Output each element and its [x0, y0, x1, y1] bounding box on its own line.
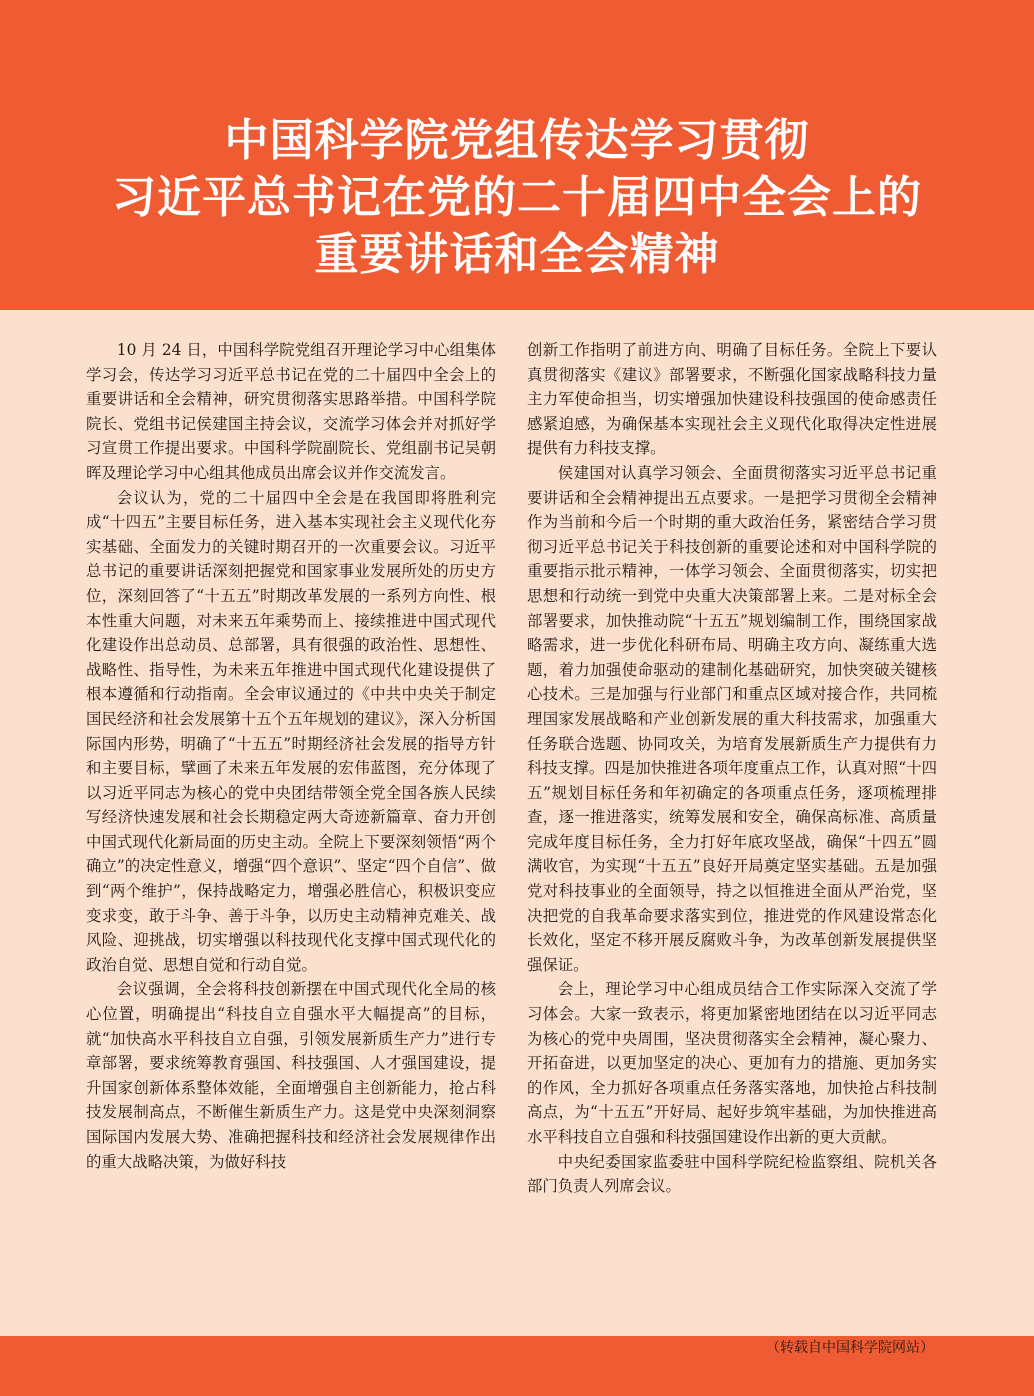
- article-title: [0, 112, 1034, 283]
- paragraph: 会上，理论学习中心组成员结合工作实际深入交流了学习体会。大家一致表示，将更加紧密地团结在以习近平同志为核心的党中央周围，坚决贯彻落实全会精神，凝心聚力、开拓奋进，以更加坚定的决心、更加有力的措施、更加务实的作风，全力抓好各项重点任务落实落地，加快抢占科技制高点，为“十五五”开好局、起好步筑牢基础，为加快推进高水平科技自立自强和科技强国建设作出新的更大贡献。: [527, 980, 937, 1146]
- paragraph: 会议强调，全会将科技创新摆在中国式现代化全局的核心位置，明确提出“科技自立自强水平大幅提高”的目标，就“加快高水平科技自立自强，引领发展新质生产力”进行专章部署，要求统筹教育强国、科技强国、人才强国建设，提升国家创新体系整体效能，全面增强自主创新能力，抢占科技发展制高点，不断催生新质生产力。这是党中央深刻洞察国际国内发展大势、准确把握科技和经济社会发展规律作出的重大战略决策，为做好科技: [86, 980, 496, 1171]
- paragraph: 中央纪委国家监委驻中国科学院纪检监察组、院机关各部门负责人列席会议。: [527, 1152, 937, 1196]
- title-line-3: 重要讲话和全会精神: [314, 229, 720, 280]
- article-column-left: [86, 338, 496, 1174]
- paragraph-continued: 创新工作指明了前进方向、明确了目标任务。全院上下要认真贯彻落实《建议》部署要求，不断强化国家战略科技力量主力军使命担当，切实增强加快建设科技强国的使命感责任感紧迫感，为确保基本实现社会主义现代化取得决定性进展提供有力科技支撑。: [527, 341, 937, 458]
- paragraph: 10 月 24 日，中国科学院党组召开理论学习中心组集体学习会，传达学习习近平总书记在党的二十届四中全会上的重要讲话和全会精神，研究贯彻落实思路举措。中国科学院院长、党组书记侯建国主持会议，交流学习体会并对抓好学习宣贯工作提出要求。中国科学院副院长、党组副书记吴朝晖及理论学习中心组其他成员出席会议并作交流发言。: [86, 341, 496, 482]
- title-line-1: 中国科学院党组传达学习贯彻: [224, 115, 810, 166]
- paragraph: 会议认为，党的二十届四中全会是在我国即将胜利完成“十四五”主要目标任务，进入基本实现社会主义现代化夯实基础、全面发力的关键时期召开的一次重要会议。习近平总书记的重要讲话深刻把握党和国家事业发展所处的历史方位，深刻回答了“十五五”时期改革发展的一系列方向性、根本性重大问题，对未来五年乘势而上、接续推进中国式现代化建设作出总动员、总部署，具有很强的政治性、思想性、战略性、指导性，为未来五年推进中国式现代化建设提供了根本遵循和行动指南。全会审议通过的《中共中央关于制定国民经济和社会发展第十五个五年规划的建议》，深入分析国际国内形势，明确了“十五五”时期经济社会发展的指导方针和主要目标，擘画了未来五年发展的宏伟蓝图，充分体现了以习近平同志为核心的党中央团结带领全党全国各族人民续写经济快速发展和社会长期稳定两大奇迹新篇章、奋力开创中国式现代化新局面的历史主动。全院上下要深刻领悟“两个确立”的决定性意义，增强“四个意识”、坚定“四个自信”、做到“两个维护”，保持战略定力，增强必胜信心，积极识变应变求变，敢于斗争、善于斗争，以历史主动精神克难关、战风险、迎挑战，切实增强以科技现代化支撑中国式现代化的政治自觉、思想自觉和行动自觉。: [86, 488, 496, 974]
- source-note: （转载自中国科学院网站）: [766, 1340, 934, 1356]
- article-column-right: [527, 338, 937, 1199]
- paragraph: 侯建国对认真学习领会、全面贯彻落实习近平总书记重要讲话和全会精神提出五点要求。一是把学习贯彻全会精神作为当前和今后一个时期的重大政治任务，紧密结合学习贯彻习近平总书记关于科技创新的重要论述和对中国科学院的重要指示批示精神，一体学习领会、全面贯彻落实，切实把思想和行动统一到党中央重大决策部署上来。二是对标全会部署要求，加快推动院“十五五”规划编制工作，围绕国家战略需求，进一步优化科研布局、明确主攻方向、凝练重大选题，着力加强使命驱动的建制化基础研究，加快突破关键核心技术。三是加强与行业部门和重点区域对接合作，共同梳理国家发展战略和产业创新发展的重大科技需求，加强重大任务联合选题、协同攻关，为培育发展新质生产力提供有力科技支撑。四是加快推进各项年度重点工作，认真对照“十四五”规划目标任务和年初确定的各项重点任务，逐项梳理排查，逐一推进落实，统筹发展和安全，确保高标准、高质量完成年度目标任务，全力打好年底攻坚战，确保“十四五”圆满收官，为实现“十五五”良好开局奠定坚实基础。五是加强党对科技事业的全面领导，持之以恒推进全面从严治党，坚决把党的自我革命要求落实到位，推进党的作风建设常态化长效化，坚定不移开展反腐败斗争，为改革创新发展提供坚强保证。: [527, 463, 937, 974]
- title-line-2: 习近平总书记在党的二十届四中全会上的: [112, 172, 922, 223]
